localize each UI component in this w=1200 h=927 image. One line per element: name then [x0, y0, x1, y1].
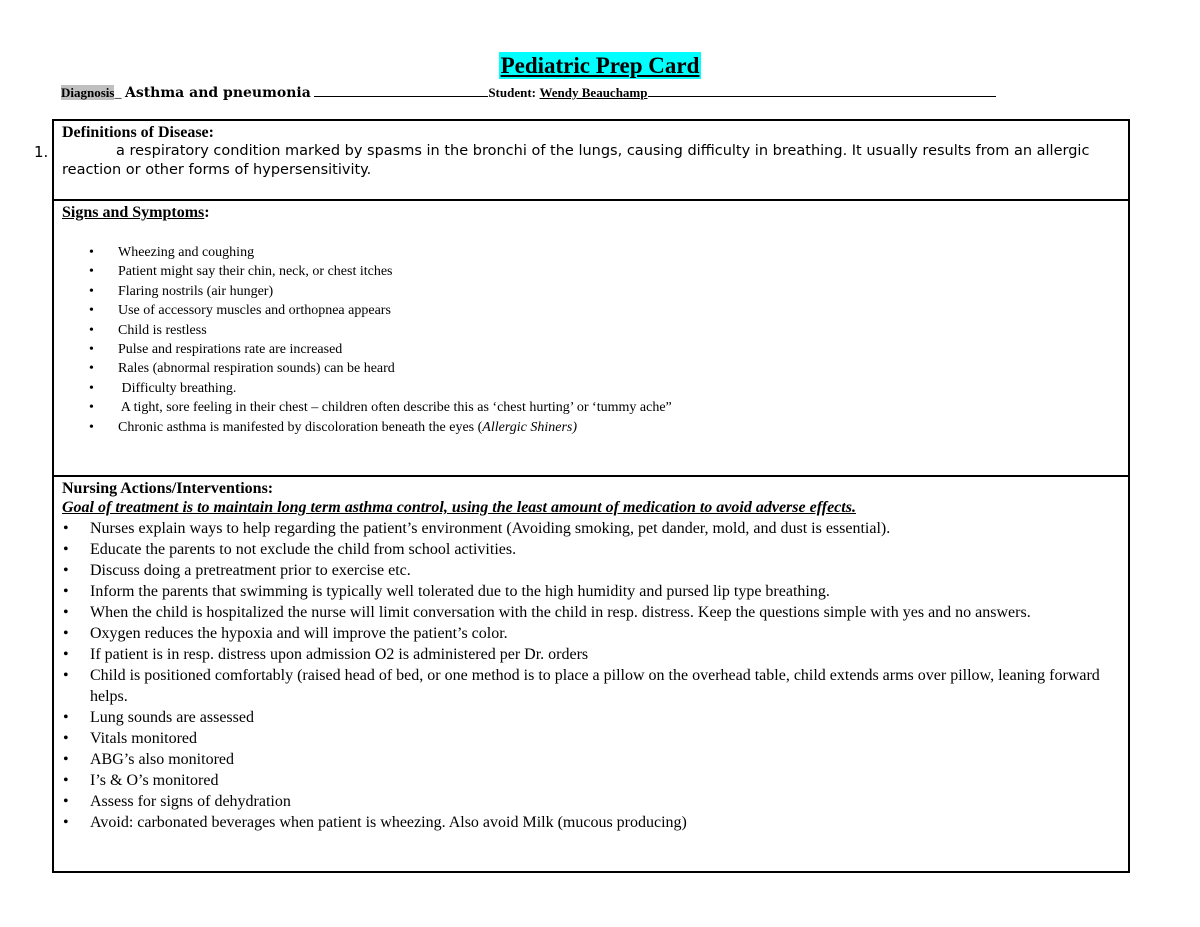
list-item: • Assess for signs of dehydration: [63, 793, 291, 810]
student-value: Wendy Beauchamp: [539, 85, 648, 100]
bullet-icon: •: [63, 520, 69, 537]
list-item: • If patient is in resp. distress upon admission O2 is administered per Dr. orders: [63, 646, 589, 663]
list-item: • Educate the parents to not exclude the child from school activities.: [63, 541, 517, 558]
signs-title-colon: :: [204, 204, 210, 221]
list-item: • Vitals monitored: [63, 730, 198, 747]
prep-card-table: [34, 119, 1130, 873]
signs-title-row: [62, 204, 1128, 222]
signs-list: [62, 243, 1128, 437]
definitions-section: [34, 121, 1128, 201]
signs-section: [54, 201, 1128, 477]
bullet-icon: •: [63, 583, 69, 600]
bullet-icon: •: [89, 400, 94, 416]
diagnosis-value: Asthma and pneumonia: [124, 85, 311, 101]
bullet-icon: •: [63, 541, 69, 558]
definitions-title: Definitions of Disease:: [62, 124, 214, 141]
bullet-icon: •: [63, 793, 69, 810]
list-item: • Oxygen reduces the hypoxia and will improve the patient’s color.: [63, 625, 508, 642]
list-item: • When the child is hospitalized the nurse will limit conversation with the child in resp. distress. Keep the questions simple with yes and no answers.: [63, 604, 1031, 621]
diagnosis-label: Diagnosis: [61, 85, 115, 100]
bullet-icon: •: [89, 342, 94, 358]
list-item: • Patient might say their chin, neck, or chest itches: [62, 262, 1128, 281]
list-item: • Flaring nostrils (air hunger): [62, 282, 1128, 301]
header-line: [61, 84, 996, 102]
bullet-icon: •: [89, 361, 94, 377]
nursing-list: [62, 518, 1128, 833]
bullet-icon: •: [63, 646, 69, 663]
bullet-icon: •: [63, 814, 69, 831]
list-item: • Pulse and respirations rate are increased: [62, 340, 1128, 359]
bullet-icon: •: [89, 419, 94, 435]
nursing-title: Nursing Actions/Interventions:: [62, 480, 274, 497]
list-item: • Inform the parents that swimming is typically well tolerated due to the high humidity and pursed lip type breathing.: [63, 583, 830, 600]
signs-title: Signs and Symptoms: [62, 204, 205, 221]
list-number: 1.: [34, 143, 49, 161]
bullet-icon: •: [89, 380, 94, 396]
bullet-icon: •: [63, 667, 69, 684]
page-title-text: Pediatric Prep Card: [500, 53, 700, 78]
bullet-icon: •: [89, 283, 94, 299]
diagnosis-blank-line: [314, 84, 488, 97]
list-item: • I’s & O’s monitored: [63, 772, 219, 789]
list-item: • Use of accessory muscles and orthopnea appears: [62, 301, 1128, 320]
bullet-icon: •: [63, 709, 69, 726]
list-item: • Difficulty breathing.: [62, 379, 1128, 398]
definitions-text: a respiratory condition marked by spasms in the bronchi of the lungs, causing difficulty in breathing. It usually results from an allergic reaction or other forms of hypersensitivity.: [62, 143, 1090, 178]
bullet-icon: •: [63, 751, 69, 768]
list-item: • Rales (abnormal respiration sounds) can be heard: [62, 359, 1128, 378]
bullet-icon: •: [89, 245, 94, 260]
bullet-icon: •: [63, 625, 69, 642]
list-item: • Lung sounds are assessed: [63, 709, 254, 726]
list-item: • ABG’s also monitored: [63, 751, 234, 768]
student-label: Student:: [488, 85, 536, 100]
bullet-icon: •: [89, 303, 94, 319]
bullet-icon: •: [89, 264, 94, 280]
bullet-icon: •: [89, 322, 94, 338]
list-item: • Wheezing and coughing: [62, 243, 1128, 262]
list-item: • Nurses explain ways to help regarding the patient’s environment (Avoiding smoking, pet dander, mold, and dust is essential).: [63, 520, 891, 537]
list-item: • Avoid: carbonated beverages when patient is wheezing. Also avoid Milk (mucous producing): [63, 814, 687, 831]
list-item: • Child is positioned comfortably (raised head of bed, or one method is to place a pillow on the overhead table, child extends arms over pillow, leaning forward helps.: [63, 667, 1100, 705]
list-item: • Discuss doing a pretreatment prior to exercise etc.: [63, 562, 411, 579]
list-item: • Chronic asthma is manifested by discoloration beneath the eyes (Allergic Shiners): [62, 418, 1128, 437]
student-blank-line: [648, 84, 996, 97]
treatment-goal: Goal of treatment is to maintain long term asthma control, using the least amount of medication to avoid adverse effects.: [62, 499, 856, 516]
list-item: • Child is restless: [62, 321, 1128, 340]
page-title: [0, 54, 1200, 77]
allergic-shiners-term: Allergic Shiners): [482, 419, 578, 435]
bullet-icon: •: [63, 562, 69, 579]
bullet-icon: •: [63, 772, 69, 789]
bullet-icon: •: [63, 604, 69, 621]
bullet-icon: •: [63, 730, 69, 747]
list-item: • A tight, sore feeling in their chest – children often describe this as ‘chest hurting’ or ‘tummy ache”: [62, 398, 1128, 417]
diagnosis-separator: _: [114, 86, 122, 101]
nursing-section: [54, 477, 1128, 873]
